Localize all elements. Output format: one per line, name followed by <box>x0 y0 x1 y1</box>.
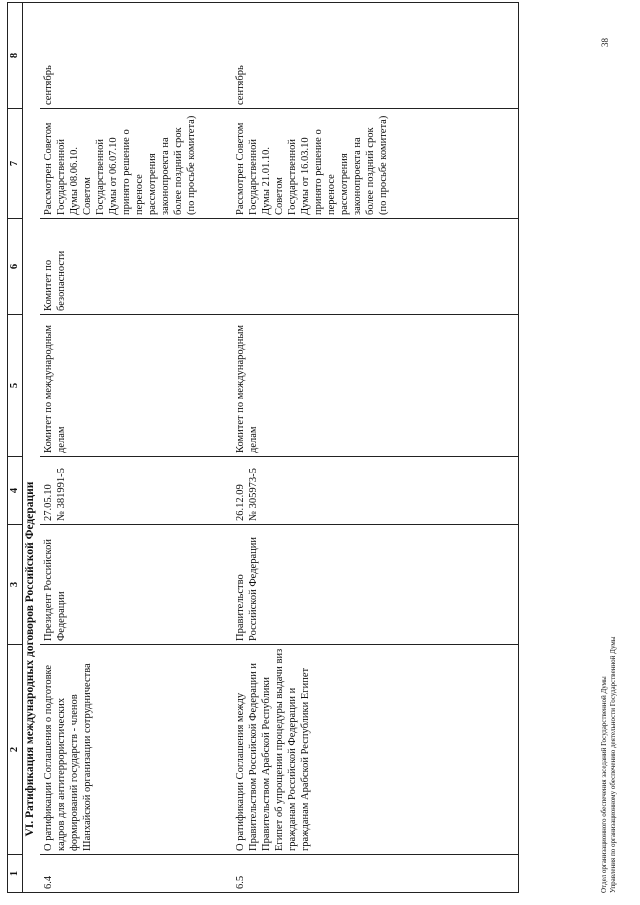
bill-title: О ратификации Соглашения о подготовке кадров для антитеррористических формирований государств - членов Шанхайской организации сотрудничества <box>40 645 232 855</box>
row-number: 6.5 <box>232 855 519 893</box>
col-num: 4 <box>8 457 23 525</box>
col-num: 1 <box>8 855 23 893</box>
table-row <box>40 3 232 893</box>
col-num: 5 <box>8 315 23 457</box>
initiator: Президент Российской Федерации <box>40 525 232 645</box>
initiator: Правительство Российской Федерации <box>232 525 519 645</box>
reg-number: № 381991-5 <box>56 468 67 521</box>
bill-title: О ратификации Соглашения между Правительством Российской Федерации и Правительством Арабской Республики Египет об упрощении процедуры выдачи виз гражданам Российской Федерации и гражданам Арабской Республики Египет <box>232 645 519 855</box>
footer-line: Управления по организационному обеспечению деятельности Государственной Думы <box>609 636 617 893</box>
reg-date: 26.12.09 <box>235 484 246 521</box>
status: Рассмотрен Советом Государственной Думы 21.01.10. Советом Государственной Думы от 16.03.10 принято решение о переносе рассмотрения законопроекта на более поздний срок (по просьбе комитета) <box>232 109 519 219</box>
term: сентябрь <box>40 3 232 109</box>
footer-line: Отдел организационного обеспечения заседаний Государственной Думы <box>600 676 608 893</box>
page-number: 38 <box>600 38 610 47</box>
reg-date: 27.05.10 <box>43 484 54 521</box>
col-num: 2 <box>8 645 23 855</box>
row-number: 6.4 <box>40 855 232 893</box>
col-num: 7 <box>8 109 23 219</box>
responsible-committee: Комитет по международным делам <box>232 315 519 457</box>
registration <box>40 457 232 525</box>
col-num: 6 <box>8 219 23 315</box>
co-committee: Комитет по безопасности <box>40 219 232 315</box>
responsible-committee: Комитет по международным делам <box>40 315 232 457</box>
registration <box>232 457 519 525</box>
reg-number: № 305973-5 <box>248 468 259 521</box>
co-committee <box>232 219 519 315</box>
column-number-row <box>8 3 23 893</box>
footer <box>600 637 618 893</box>
col-num: 3 <box>8 525 23 645</box>
col-num: 8 <box>8 3 23 109</box>
status: Рассмотрен Советом Государственной Думы 08.06.10. Советом Государственной Думы от 06.07.10 принято решение о переносе рассмотрения законопроекта на более поздний срок (по просьбе комитета) <box>40 109 232 219</box>
section-title: VI. Ратификация международных договоров Российской Федерации <box>24 481 36 837</box>
table-row <box>232 3 519 893</box>
section-row <box>23 3 41 893</box>
legislation-table <box>7 2 519 893</box>
term: сентябрь <box>232 3 519 109</box>
